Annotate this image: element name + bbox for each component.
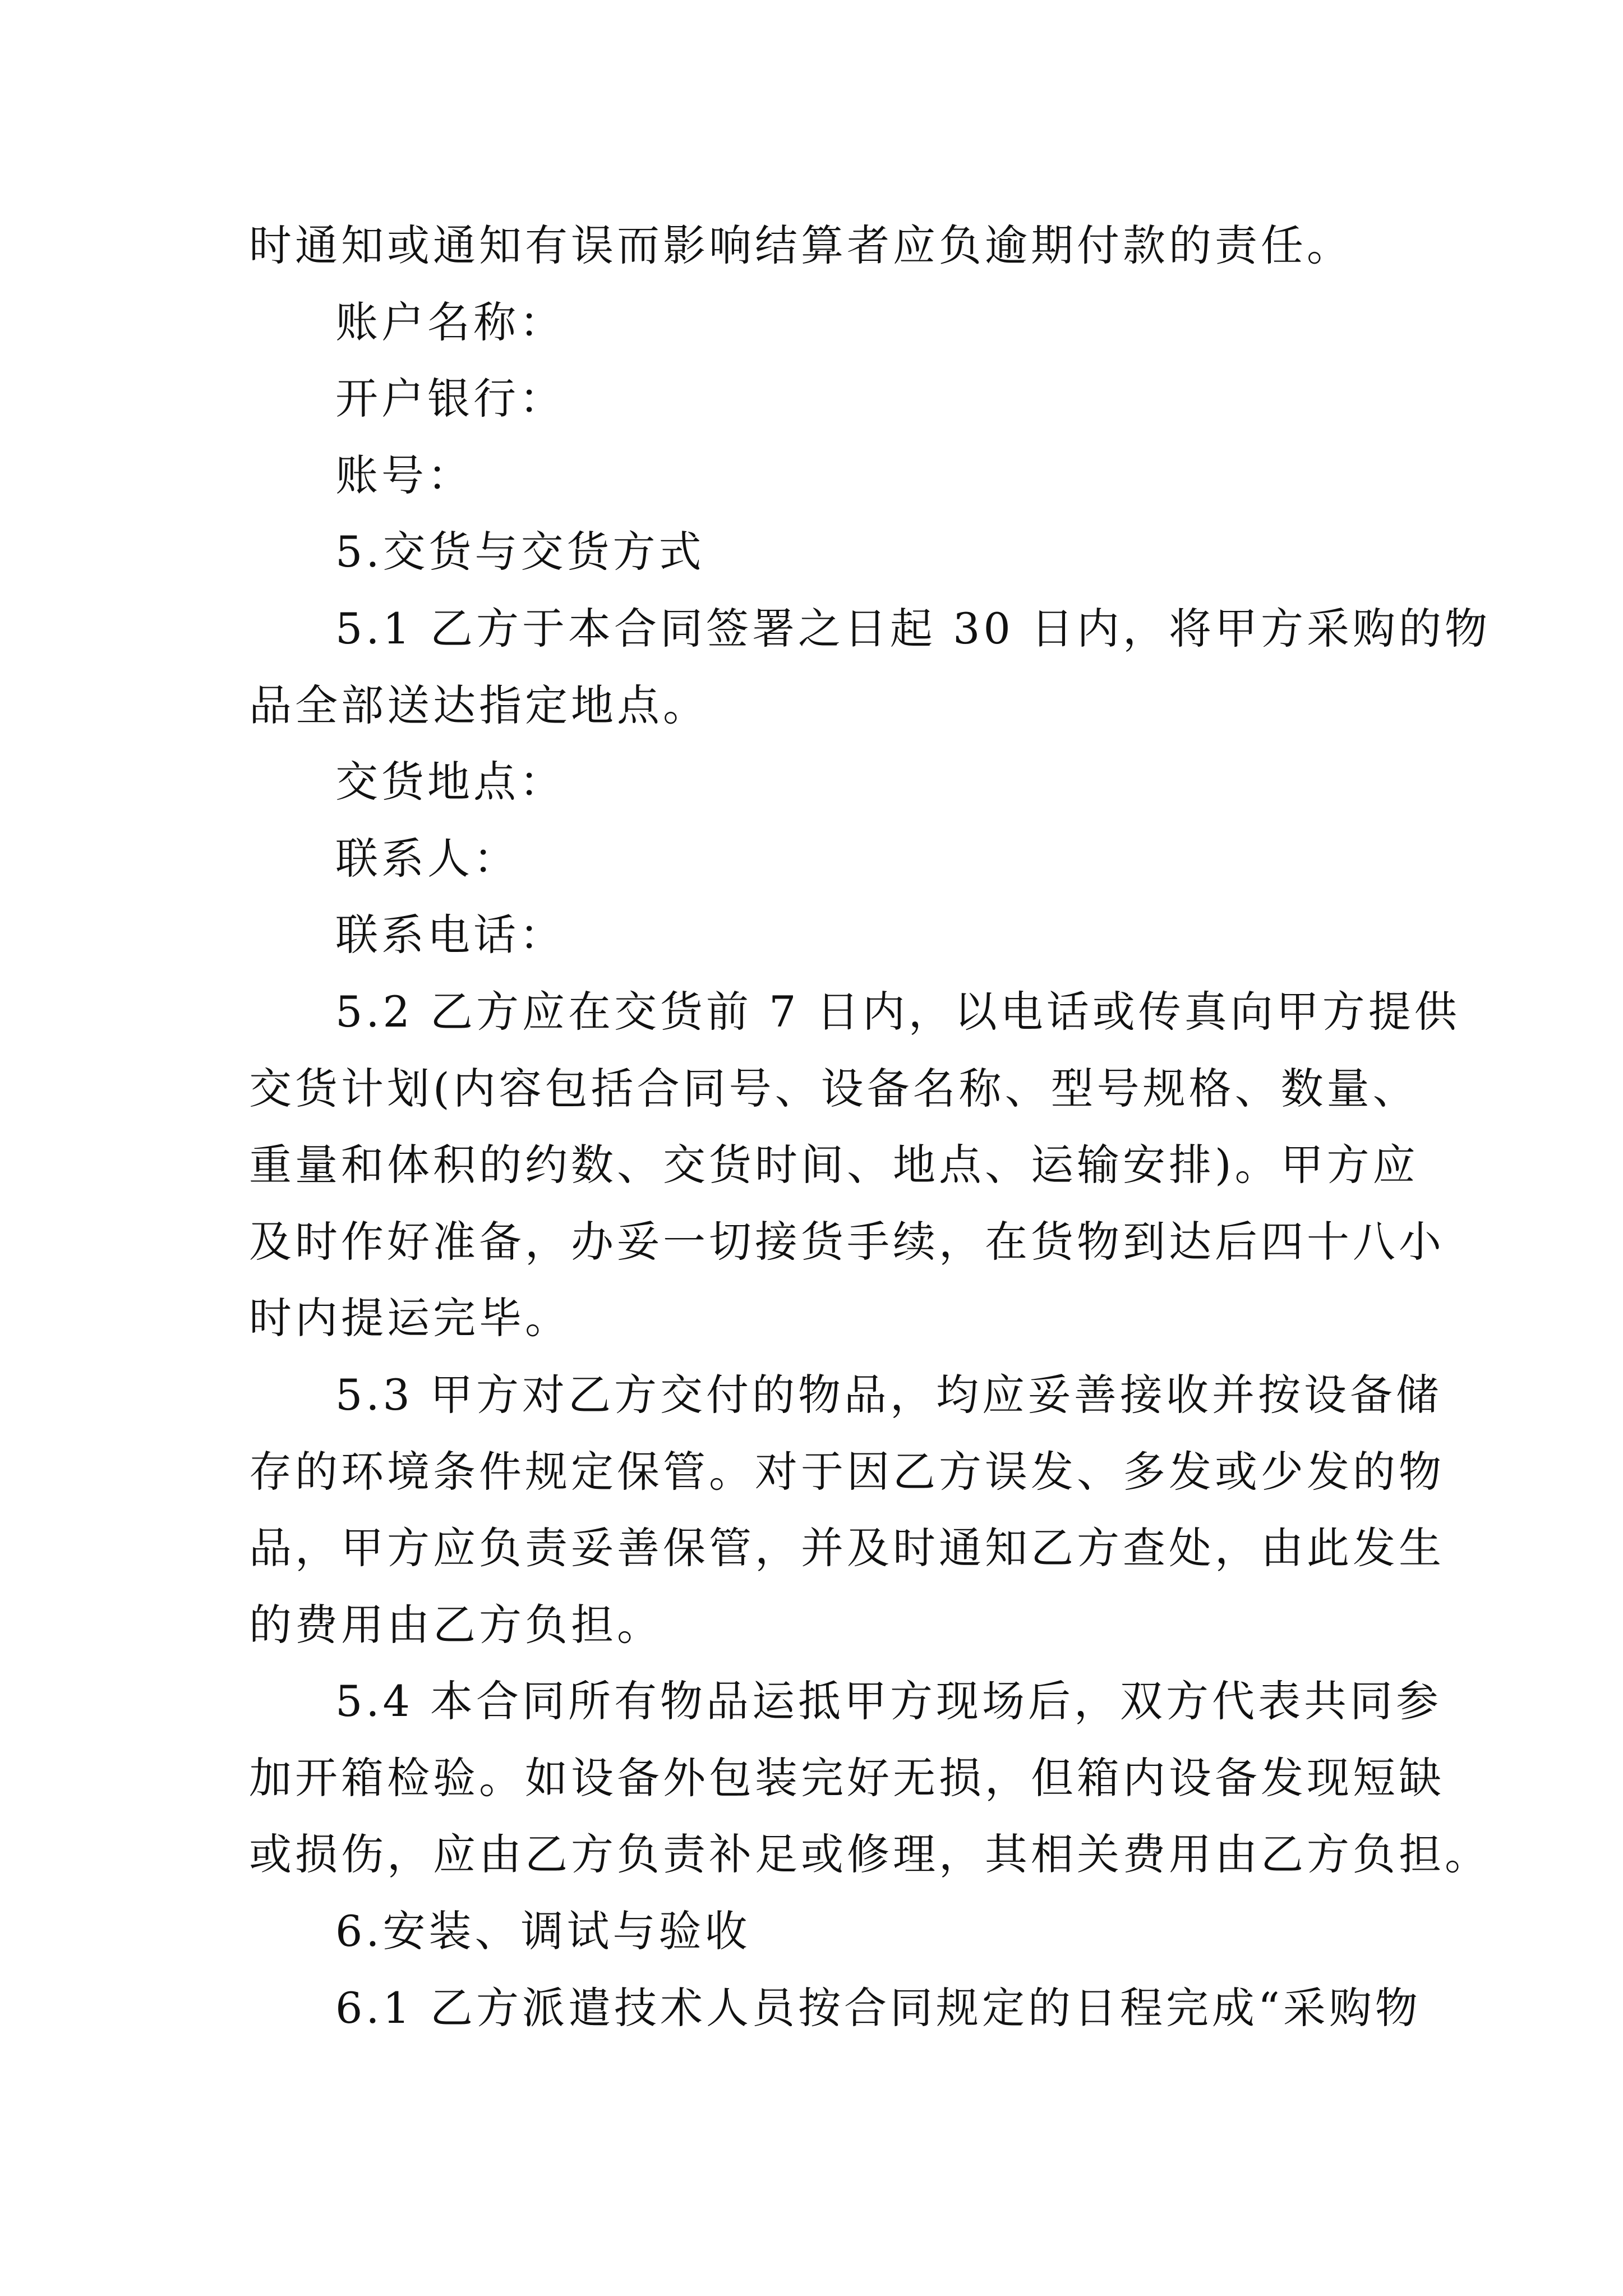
text-line: 时通知或通知有误而影响结算者应负逾期付款的责任。 [249, 220, 1353, 270]
field-contact-person: 联系人： [335, 833, 519, 884]
field-contact-phone: 联系电话： [335, 910, 565, 960]
field-account-name: 账户名称： [335, 297, 565, 347]
field-delivery-location: 交货地点： [335, 757, 565, 807]
clause-6-1-line: 6.1 乙方派遣技术人员按合同规定的日程完成“采购物 [335, 1982, 1421, 2033]
section-heading-delivery: 5.交货与交货方式 [335, 527, 705, 577]
clause-5-1-line: 5.1 乙方于本合同签署之日起 30 日内，将甲方采购的物 [335, 603, 1491, 654]
clause-5-1-line: 品全部送达指定地点。 [249, 680, 709, 730]
document-body [249, 208, 1491, 2046]
clause-5-2-line: 交货计划(内容包括合同号、设备名称、型号规格、数量、 [249, 1063, 1419, 1114]
clause-5-4-line: 或损伤，应由乙方负责补足或修理，其相关费用由乙方负担。 [249, 1829, 1491, 1880]
clause-5-4-line: 5.4 本合同所有物品运抵甲方现场后，双方代表共同参 [335, 1676, 1442, 1727]
clause-5-3-line: 5.3 甲方对乙方交付的物品，均应妥善接收并按设备储 [335, 1369, 1442, 1420]
field-account-number: 账号： [335, 450, 473, 500]
clause-5-2-line: 5.2 乙方应在交货前 7 日内，以电话或传真向甲方提供 [335, 986, 1460, 1037]
clause-5-4-line: 加开箱检验。如设备外包装完好无损，但箱内设备发现短缺 [249, 1752, 1445, 1803]
clause-5-3-line: 的费用由乙方负担。 [249, 1599, 663, 1650]
section-heading-installation: 6.安装、调试与验收 [335, 1906, 751, 1957]
clause-5-3-line: 存的环境条件规定保管。对于因乙方误发、多发或少发的物 [249, 1446, 1445, 1497]
field-bank: 开户银行： [335, 374, 565, 424]
clause-5-2-line: 及时作好准备，办妥一切接货手续，在货物到达后四十八小 [249, 1216, 1445, 1267]
clause-5-3-line: 品，甲方应负责妥善保管，并及时通知乙方查处，由此发生 [249, 1523, 1445, 1573]
clause-5-2-line: 时内提运完毕。 [249, 1293, 571, 1343]
clause-5-2-line: 重量和体积的约数、交货时间、地点、运输安排)。甲方应 [249, 1140, 1419, 1190]
